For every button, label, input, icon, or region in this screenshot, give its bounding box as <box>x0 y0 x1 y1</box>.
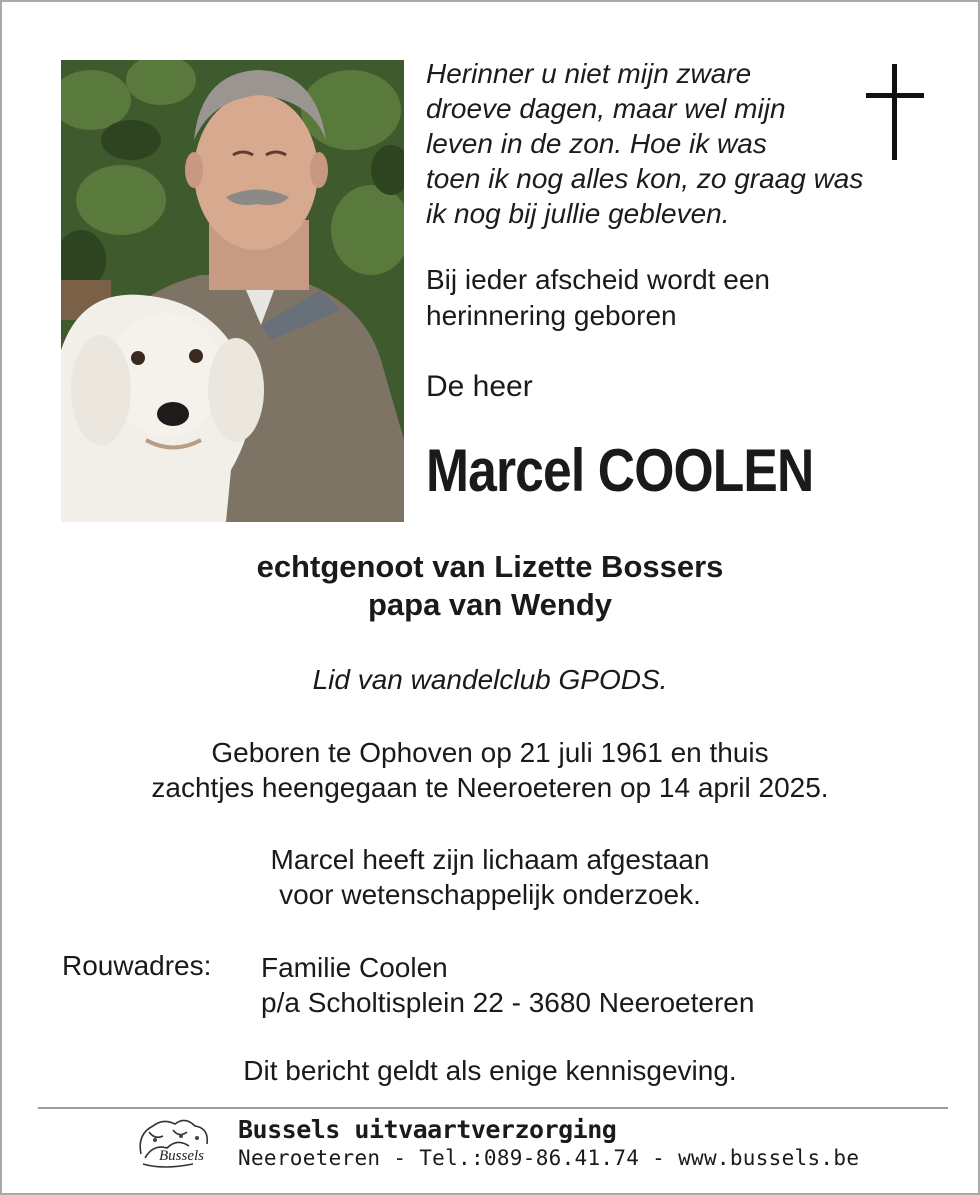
funeral-home-name: Bussels uitvaartverzorging <box>238 1115 617 1144</box>
poem-line: toen ik nog alles kon, zo graag was <box>426 163 864 194</box>
quote-line: Bij ieder afscheid wordt een <box>426 264 770 295</box>
relations <box>2 548 978 624</box>
spouse-line: echtgenoot van Lizette Bossers <box>256 549 724 584</box>
birth-death-text <box>2 735 978 805</box>
poem-line: ik nog bij jullie gebleven. <box>426 198 730 229</box>
death-line: zachtjes heengegaan te Neeroeteren op 14 april 2025. <box>151 772 829 803</box>
poem-line: droeve dagen, maar wel mijn <box>426 93 786 124</box>
footer-divider <box>38 1107 948 1109</box>
farewell-quote <box>426 262 770 334</box>
poem-line: Herinner u niet mijn zware <box>426 58 752 89</box>
deceased-name: Marcel COOLEN <box>426 437 814 504</box>
club-membership: Lid van wandelclub GPODS. <box>312 664 668 695</box>
portrait-illustration <box>61 60 404 522</box>
svg-text:Bussels: Bussels <box>159 1148 204 1164</box>
child-line: papa van Wendy <box>367 587 613 622</box>
portrait-photo <box>61 60 404 522</box>
cross-icon <box>866 64 924 160</box>
birth-line: Geboren te Ophoven op 21 juli 1961 en thuis <box>211 737 769 768</box>
address-label: Rouwadres: <box>62 950 212 981</box>
funeral-home-logo <box>133 1114 225 1172</box>
body-donation-line: Marcel heeft zijn lichaam afgestaan <box>270 844 710 875</box>
body-donation-line: voor wetenschappelijk onderzoek. <box>279 879 701 910</box>
notice-text: Dit bericht geldt als enige kennisgeving. <box>243 1055 737 1086</box>
address-line: Familie Coolen <box>261 952 448 983</box>
mourning-address <box>261 950 754 1020</box>
poem <box>426 56 926 231</box>
address-line: p/a Scholtisplein 22 - 3680 Neeroeteren <box>261 987 755 1018</box>
poem-line: leven in de zon. Hoe ik was <box>426 128 767 159</box>
honorific: De heer <box>426 370 533 403</box>
body-donation-text <box>2 842 978 912</box>
quote-line: herinnering geboren <box>426 300 677 331</box>
funeral-home-contact: Neeroeteren - Tel.:089-86.41.74 - www.bussels.be <box>238 1146 860 1170</box>
